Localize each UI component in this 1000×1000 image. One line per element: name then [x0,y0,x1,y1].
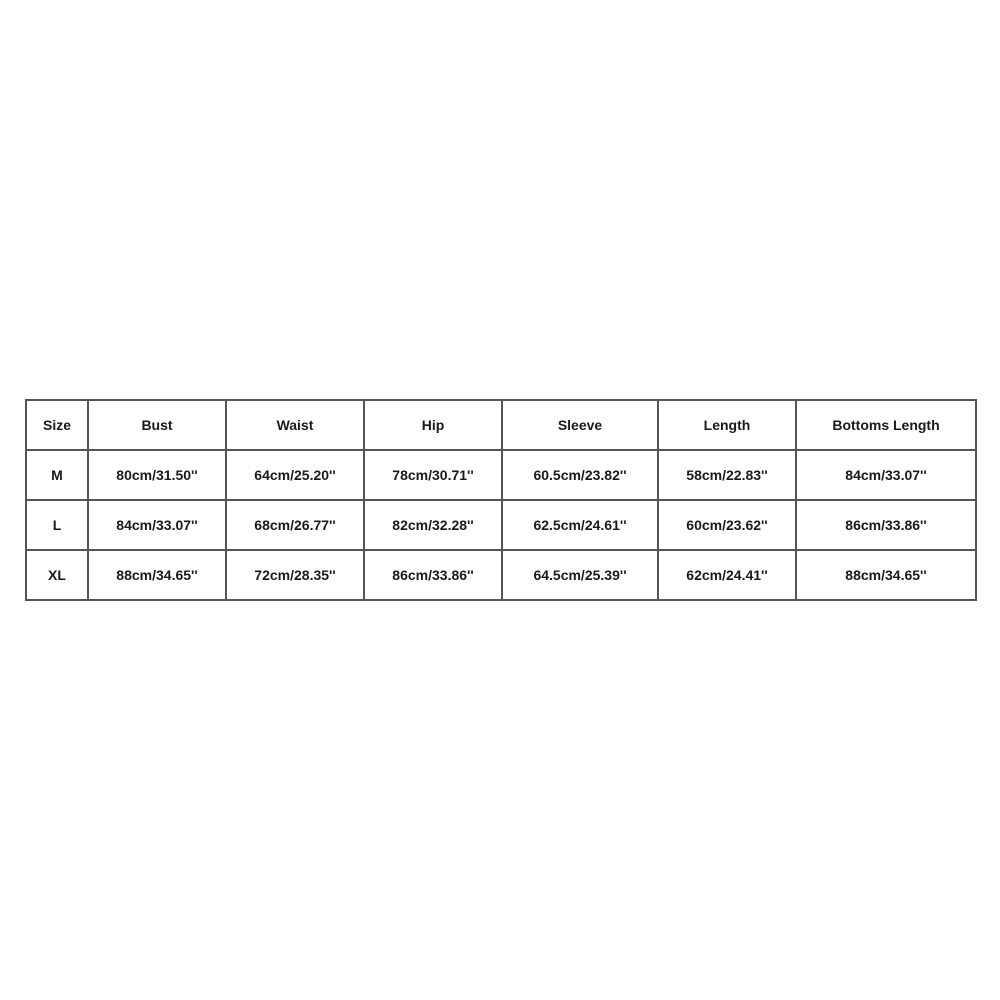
cell-bust: 88cm/34.65'' [88,550,226,600]
size-chart-table [25,399,977,601]
cell-waist: 72cm/28.35'' [226,550,364,600]
cell-length: 62cm/24.41'' [658,550,796,600]
cell-waist: 68cm/26.77'' [226,500,364,550]
header-length: Length [658,400,796,450]
cell-size: L [26,500,88,550]
header-bust: Bust [88,400,226,450]
table-row [26,550,976,600]
header-row [26,400,976,450]
cell-bottoms-length: 86cm/33.86'' [796,500,976,550]
cell-sleeve: 60.5cm/23.82'' [502,450,658,500]
cell-bottoms-length: 88cm/34.65'' [796,550,976,600]
cell-length: 58cm/22.83'' [658,450,796,500]
table-row [26,450,976,500]
cell-bust: 80cm/31.50'' [88,450,226,500]
cell-sleeve: 62.5cm/24.61'' [502,500,658,550]
cell-bust: 84cm/33.07'' [88,500,226,550]
cell-length: 60cm/23.62'' [658,500,796,550]
cell-size: XL [26,550,88,600]
cell-sleeve: 64.5cm/25.39'' [502,550,658,600]
cell-bottoms-length: 84cm/33.07'' [796,450,976,500]
header-waist: Waist [226,400,364,450]
cell-size: M [26,450,88,500]
header-sleeve: Sleeve [502,400,658,450]
cell-hip: 78cm/30.71'' [364,450,502,500]
cell-waist: 64cm/25.20'' [226,450,364,500]
cell-hip: 82cm/32.28'' [364,500,502,550]
table-row [26,500,976,550]
header-bottoms-length: Bottoms Length [796,400,976,450]
cell-hip: 86cm/33.86'' [364,550,502,600]
header-hip: Hip [364,400,502,450]
header-size: Size [26,400,88,450]
